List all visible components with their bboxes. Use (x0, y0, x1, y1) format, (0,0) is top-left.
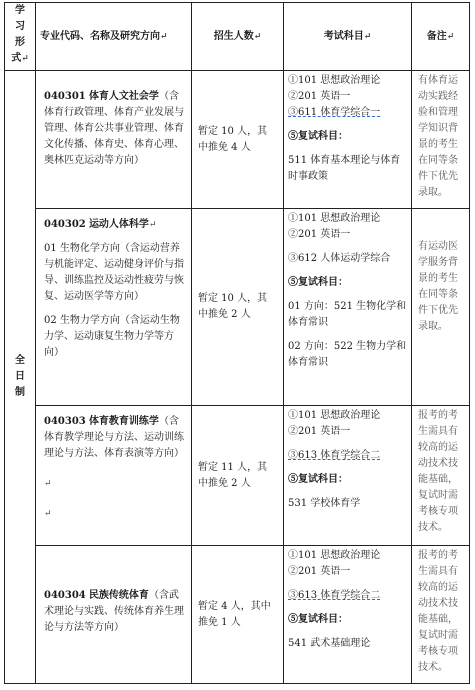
exam-cell: ①101 思想政治理论 ②201 英语一 ③611 体育学综合一 ⑤复试科目： 511 体育基本理论与体育时事政策 (284, 71, 412, 209)
enroll-cell: 暂定 10 人，其中推免 2 人 (192, 209, 284, 406)
table-row (5, 406, 470, 546)
major-cell: 040302 运动人体科学↵ 01 生物化学方向（含运动营养与机能评定、运动健身评价与指导、训练监控及运动性疲劳与恢复、运动医学等方向） 02 生物力学方向（含运动生物力学、运动康复生物力学等方向） (36, 209, 192, 406)
exam-cell: ①101 思想政治理论 ②201 英语一 ③612 人体运动学综合 ⑤复试科目： 01 方向：521 生物化学和体育常识 02 方向：522 生物力学和体育常识 (284, 209, 412, 406)
major-cell: 040303 体育教育训练学（含体育教学理论与方法、运动训练理论与方法、体育表演等方向） ↵ ↵ (36, 406, 192, 546)
admissions-table (4, 2, 470, 684)
exam-cell: ①101 思想政治理论 ②201 英语一 ③613 体育学综合二 ⑤复试科目： 531 学校体育学 (284, 406, 412, 546)
header-note: 备注↵ (412, 3, 470, 71)
enroll-cell: 暂定 10 人，其中推免 4 人 (192, 71, 284, 209)
enroll-cell: 暂定 4 人，其中推免 1 人 (192, 546, 284, 684)
header-exam: 考试科目↵ (284, 3, 412, 71)
table-row (5, 209, 470, 406)
header-major: 专业代码、名称及研究方向↵ (36, 3, 192, 71)
header-mode: 学 习 形 式↵ (5, 3, 36, 71)
major-cell: 040304 民族传统体育（含武术理论与实践、传统体育养生理论与方法等方向） (36, 546, 192, 684)
note-cell: 有运动医学服务背景的考生在同等条件下优先录取。 (412, 209, 470, 406)
note-cell: 有体育运动实践经验和管理学知识背景的考生在同等条件下优先录取。 (412, 71, 470, 209)
major-cell: 040301 体育人文社会学（含体育行政管理、体育产业发展与管理、体育公共事业管理、体育文化传播、体育史、体育心理、奥林匹克运动等方向） (36, 71, 192, 209)
exam-cell: ①101 思想政治理论 ②201 英语一 ③613 体育学综合二 ⑤复试科目： 541 武术基础理论 (284, 546, 412, 684)
header-enroll: 招生人数↵ (192, 3, 284, 71)
note-cell: 报考的考生需具有较高的运动技术技能基础，复试时需考核专项技术。 (412, 406, 470, 546)
enroll-cell: 暂定 11 人，其中推免 2 人 (192, 406, 284, 546)
table-row (5, 546, 470, 684)
study-mode-cell: 全 日 制 (5, 71, 36, 684)
table-row (5, 71, 470, 209)
note-cell: 报考的考生需具有较高的运动技术技能基础，复试时需考核专项技术。 (412, 546, 470, 684)
header-row (5, 3, 470, 71)
